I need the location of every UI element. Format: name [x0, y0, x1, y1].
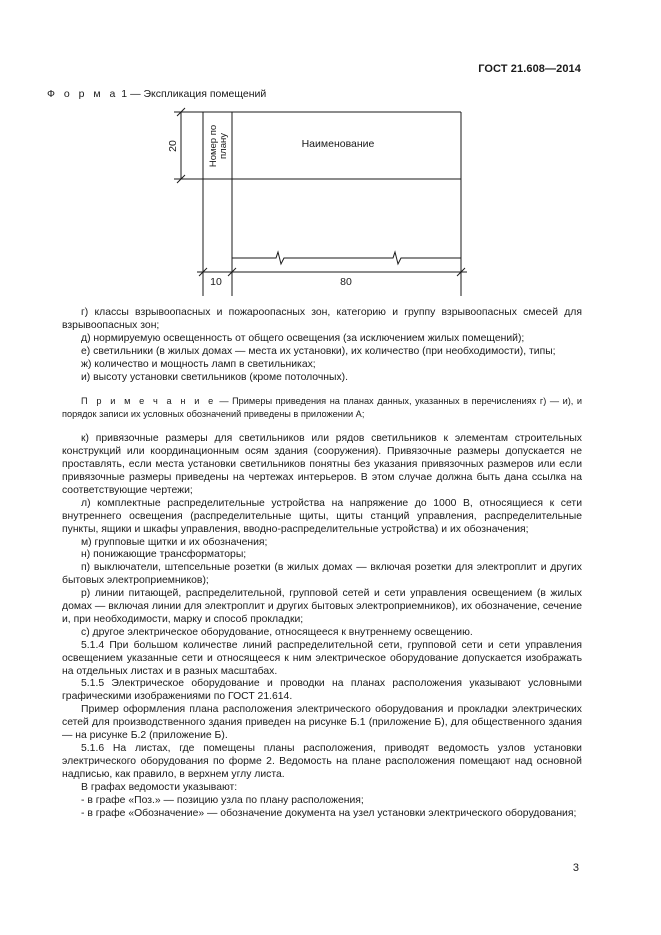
list-item: г) классы взрывоопасных и пожароопасных зон, категорию и группу взрывоопасных смесей для взрывоопасных зон;: [62, 307, 582, 331]
break-line: [232, 252, 461, 264]
column-header-number-line2: плану: [218, 133, 229, 159]
dimension-label-height: 20: [167, 140, 179, 152]
column-header-number-line1: Номер по: [208, 124, 219, 168]
list-item: - в графе «Обозначение» — обозначение документа на узел установки электрического оборудования;: [81, 807, 577, 819]
list-item: ж) количество и мощность ламп в светильниках;: [81, 358, 316, 370]
paragraph: 5.1.6 На листах, где помещены планы расположения, приводят ведомость узлов установки электрического оборудования по форме 2. Ведомость на плане расположения помещают над основной надписью, как правило, в верхнем углу листа.: [62, 743, 582, 780]
note-text: — Примеры приведения на планах данных, указанных в перечислениях г) — и), и порядок записи их условных обозначений приведены в приложении А;: [62, 396, 582, 419]
column-header-name: Наименование: [301, 138, 375, 150]
dimension-label-col1: 10: [210, 276, 222, 288]
note-label: П р и м е ч а н и е: [81, 396, 216, 407]
paragraph: Пример оформления плана расположения электрического оборудования и прокладки электрических сетей для производственного здания приведен на рисунке Б.1 (приложение Б), для общественного здания — на рисунке Б.2 (приложение Б).: [62, 704, 582, 742]
form-title-text: 1 — Экспликация помещений: [118, 88, 267, 100]
list-item: и) высоту установки светильников (кроме потолочных).: [81, 371, 349, 383]
note: [62, 395, 582, 420]
list-item: - в графе «Поз.» — позицию узла по плану расположения;: [81, 794, 364, 806]
list-item: н) понижающие трансформаторы;: [81, 549, 247, 561]
list-item: с) другое электрическое оборудование, относящееся к внутреннему освещению.: [81, 626, 473, 638]
list-item: м) групповые щитки и их обозначения;: [81, 536, 268, 548]
paragraph: 5.1.5 Электрическое оборудование и проводки на планах расположения указывают условными графическими изображениями по ГОСТ 21.614.: [62, 678, 582, 703]
list-item: е) светильники (в жилых домах — места их установки), их количество (при необходимости), типы;: [81, 345, 556, 357]
list-item: к) привязочные размеры для светильников или рядов светильников к элементам строительных конструкций или координационным осям здания (сооружения). Привязочные размеры допускается не проставлять, если места установки светильников понятны без указания привязочных размеров или если привязочные размеры приведены на чертежах интерьеров. В этом случае должна быть дана ссылка на соответствующие чертежи;: [62, 433, 582, 496]
list-item: п) выключатели, штепсельные розетки (в жилых домах — включая розетки для электроплит и других бытовых электроприемников);: [62, 562, 582, 587]
list-item: р) линии питающей, распределительной, групповой сетей и сети управления освещением (в жилых домах — включая линии для электроплит и других бытовых электроприемников), их обозначение, сечение и, при необходимости, марку и способ прокладки;: [62, 588, 582, 625]
paragraph: 5.1.4 При большом количестве линий распределительной сети, групповой сети и сети управления освещением указанные сети и относящееся к ним электрическое оборудование допускается изображать на отдельных листах и в разных масштабах.: [62, 639, 582, 677]
paragraph: В графах ведомости указывают:: [81, 781, 238, 793]
list-item: л) комплектные распределительные устройства на напряжение до 1000 В, относящиеся к сети внутреннего освещения (распределительные щиты, щиты станций управления, распределительные пункты, ящики и шкафы управления, вводно-распределительные устройства) и их обозначения;: [62, 497, 582, 535]
body-text: [62, 307, 582, 820]
list-item: д) нормируемую освещенность от общего освещения (за исключением жилых помещений);: [81, 332, 525, 344]
page-number: 3: [572, 862, 579, 874]
form-title-prefix: Ф о р м а: [47, 88, 119, 100]
document-code: ГОСТ 21.608—2014: [478, 63, 581, 75]
dimension-label-col2: 80: [340, 276, 352, 288]
